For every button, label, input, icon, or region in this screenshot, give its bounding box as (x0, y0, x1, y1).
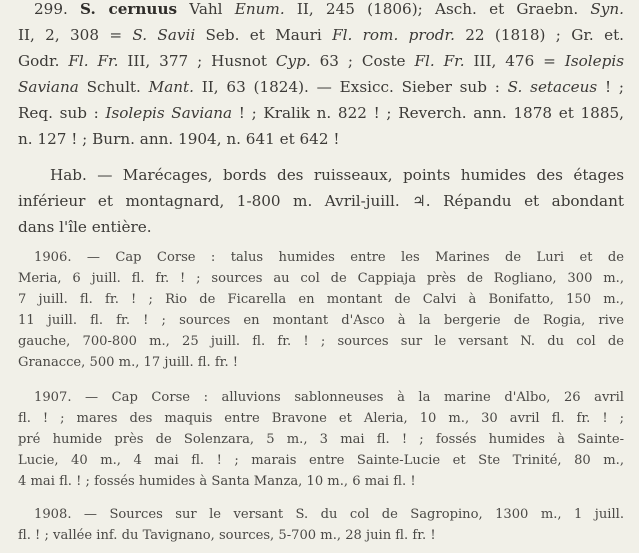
text-run: 4 mai fl. ! ; fossés humides à Santa Manza, 10 m., 6 mai fl. ! (18, 474, 416, 489)
text-line (34, 507, 624, 522)
text-line (18, 192, 624, 210)
text-line (18, 78, 624, 96)
italic-reference: Cyp. (275, 52, 311, 70)
text-run: fl. ! ; mares des maquis entre Bravone et Aleria, 10 m., 30 avril fl. fr. ! ; (18, 411, 624, 426)
text-line (18, 528, 436, 543)
text-line (34, 250, 624, 265)
text-run: Vahl (177, 0, 235, 18)
text-run: gauche, 700-800 m., 25 juill. fl. fr. ! ; sources sur le versant N. du col de (18, 334, 624, 349)
text-run: 7 juill. fl. fr. ! ; Rio de Ficarella en montant de Calvi à Bonifatto, 150 m., (18, 292, 624, 307)
text-line (18, 411, 624, 426)
text-run: II, 245 (1806); Asch. et Graebn. (284, 0, 591, 18)
text-line (18, 313, 624, 328)
text-run: II, 63 (1824). — Exsicc. Sieber sub : (194, 78, 508, 96)
text-line (18, 292, 624, 307)
text-line (18, 453, 624, 468)
text-run: Hab. — Marécages, bords des ruisseaux, points humides des étages (50, 166, 624, 184)
species-name: S. cernuus (80, 0, 178, 18)
text-run: Meria, 6 juill. fl. fr. ! ; sources au col de Cappiaja près de Rogliano, 300 m., (18, 271, 624, 286)
text-line (18, 432, 624, 447)
italic-reference: Isolepis Saviana (105, 104, 233, 122)
text-run: III, 377 ; Husnot (118, 52, 276, 70)
text-run: Godr. (18, 52, 69, 70)
text-run: Lucie, 40 m., 4 mai fl. ! ; marais entre Sainte-Lucie et Ste Trinité, 80 m., (18, 453, 624, 468)
italic-reference: S. setaceus (507, 78, 598, 96)
text-run: ! ; Kralik n. 822 ! ; Reverch. ann. 1878 et 1885, (232, 104, 624, 122)
text-run: Seb. et Mauri (195, 26, 333, 44)
text-run: 1907. — Cap Corse : alluvions sablonneuses à la marine d'Albo, 26 avril (34, 390, 624, 405)
italic-reference: Mant. (148, 78, 194, 96)
text-line (50, 166, 624, 184)
text-line (18, 218, 152, 236)
text-run: ! ; (597, 78, 624, 96)
text-line (18, 130, 339, 148)
italic-reference: S. Savii (132, 26, 196, 44)
text-run: Granacce, 500 m., 17 juill. fl. fr. ! (18, 355, 239, 370)
text-run: 11 juill. fl. fr. ! ; sources en montant d'Asco à la bergerie de Rogia, rive (18, 313, 624, 328)
text-line (18, 104, 624, 122)
italic-reference: Fl. rom. prodr. (332, 26, 455, 44)
italic-reference: Fl. Fr. (414, 52, 465, 70)
text-run: Schult. (78, 78, 149, 96)
italic-reference: Syn. (590, 0, 624, 18)
text-run: fl. ! ; vallée inf. du Tavignano, sources, 5-700 m., 28 juin fl. fr. ! (18, 528, 436, 543)
text-line (18, 334, 624, 349)
text-run: 1906. — Cap Corse : talus humides entre les Marines de Luri et de (34, 250, 624, 265)
text-line (18, 271, 624, 286)
text-run: II, 2, 308 = (18, 26, 133, 44)
text-run: 63 ; Coste (310, 52, 415, 70)
text-line (34, 0, 624, 18)
text-run: 299. (34, 0, 81, 18)
text-run: III, 476 = (464, 52, 565, 70)
text-line (18, 26, 624, 44)
text-run: Req. sub : (18, 104, 106, 122)
text-run: 1908. — Sources sur le versant S. du col de Sagropino, 1300 m., 1 juill. (34, 507, 624, 522)
text-line (18, 52, 624, 70)
text-line (18, 355, 238, 370)
italic-reference: Saviana (18, 78, 79, 96)
text-run: pré humide près de Solenzara, 5 m., 3 mai fl. ! ; fossés humides à Sainte- (18, 432, 624, 447)
text-run: 22 (1818) ; Gr. et. (454, 26, 625, 44)
italic-reference: Enum. (234, 0, 285, 18)
text-line (18, 474, 416, 489)
text-run: n. 127 ! ; Burn. ann. 1904, n. 641 et 642 ! (18, 130, 340, 148)
italic-reference: Isolepis (564, 52, 624, 70)
text-run: dans l'île entière. (18, 218, 152, 236)
italic-reference: Fl. Fr. (68, 52, 119, 70)
text-run: inférieur et montagnard, 1-800 m. Avril-juill. ♃. Répandu et abondant (18, 192, 624, 210)
text-line (34, 390, 624, 405)
